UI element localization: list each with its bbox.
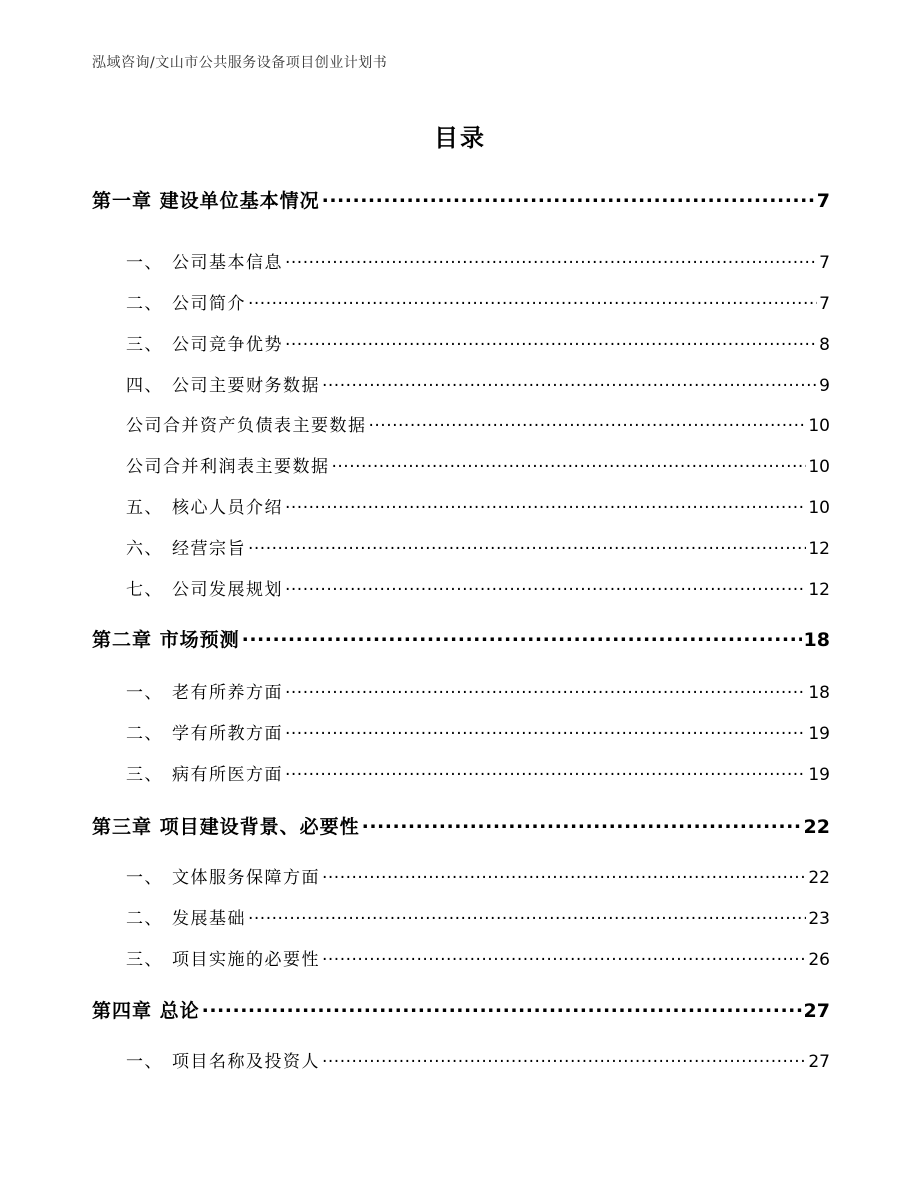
toc-page-number: 22: [808, 868, 830, 888]
toc-section-entry[interactable]: [126, 534, 830, 559]
toc-leader-dots: [248, 292, 817, 309]
toc-entry-label: [126, 678, 283, 703]
toc-page-number: 12: [808, 539, 830, 559]
toc-leader-dots: [242, 627, 802, 646]
toc-page-number: 22: [803, 816, 830, 838]
toc-entry-text: 经营宗旨: [172, 539, 246, 559]
toc-entry-text: 第四章 总论: [92, 1000, 200, 1022]
toc-leader-dots: [285, 251, 817, 268]
toc-page-number: 8: [819, 335, 830, 355]
toc-leader-dots: [322, 948, 806, 965]
toc-chapter-entry[interactable]: [92, 186, 830, 213]
toc-entry-label: [126, 371, 320, 396]
toc-page-number: 26: [808, 950, 830, 970]
toc-entry-text: 文体服务保障方面: [172, 868, 320, 888]
toc-leader-dots: [369, 414, 807, 431]
toc-entry-number: 七、: [126, 580, 163, 600]
toc-page-number: 19: [808, 724, 830, 744]
toc-chapter-entry[interactable]: [92, 996, 830, 1023]
toc-entry-number: 三、: [126, 950, 163, 970]
toc-entry-number: 四、: [126, 376, 163, 396]
toc-leader-dots: [332, 455, 807, 472]
toc-page-number: 7: [819, 253, 830, 273]
toc-entry-label: [126, 411, 367, 436]
toc-section-entry[interactable]: [126, 863, 830, 888]
toc-leader-dots: [322, 374, 817, 391]
toc-entry-label: [126, 719, 283, 744]
toc-section-entry[interactable]: [126, 575, 830, 600]
toc-entry-label: [126, 904, 246, 929]
toc-entry-label: [92, 812, 360, 839]
toc-page-number: 12: [808, 580, 830, 600]
toc-entry-text: 学有所教方面: [172, 724, 283, 744]
toc-entry-text: 公司合并资产负债表主要数据: [126, 416, 367, 436]
toc-entry-number: 二、: [126, 909, 163, 929]
toc-page-number: 19: [808, 765, 830, 785]
toc-page-number: 10: [808, 457, 830, 477]
toc-entry-number: 一、: [126, 253, 163, 273]
toc-page-number: 10: [808, 498, 830, 518]
toc-entry-text: 公司合并利润表主要数据: [126, 457, 330, 477]
toc-entry-label: [126, 289, 246, 314]
toc-section-entry[interactable]: [126, 330, 830, 355]
toc-leader-dots: [285, 763, 806, 780]
toc-entry-text: 病有所医方面: [172, 765, 283, 785]
toc-entry-text: 发展基础: [172, 909, 246, 929]
toc-leader-dots: [285, 681, 806, 698]
toc-page-number: 27: [808, 1052, 830, 1072]
toc-page-number: 7: [819, 294, 830, 314]
toc-entry-label: [92, 186, 320, 213]
toc-entry-label: [126, 1047, 320, 1072]
toc-section-entry[interactable]: [126, 760, 830, 785]
toc-entry-number: 五、: [126, 498, 163, 518]
toc-section-entry[interactable]: [126, 493, 830, 518]
toc-leader-dots: [202, 998, 802, 1017]
toc-entry-label: [126, 945, 320, 970]
toc-entry-number: 三、: [126, 765, 163, 785]
toc-entry-label: [126, 760, 283, 785]
toc-section-entry[interactable]: [126, 904, 830, 929]
toc-chapter-entry[interactable]: [92, 812, 830, 839]
toc-section-entry[interactable]: [126, 411, 830, 436]
toc-entry-number: 二、: [126, 294, 163, 314]
toc-leader-dots: [285, 333, 817, 350]
toc-section-entry[interactable]: [126, 678, 830, 703]
toc-section-entry[interactable]: [126, 248, 830, 273]
toc-leader-dots: [285, 578, 806, 595]
toc-section-entry[interactable]: [126, 1047, 830, 1072]
toc-entry-label: [126, 493, 283, 518]
toc-entry-label: [126, 534, 246, 559]
toc-entry-number: 一、: [126, 1052, 163, 1072]
toc-entry-text: 第一章 建设单位基本情况: [92, 190, 320, 212]
toc-section-entry[interactable]: [126, 371, 830, 396]
toc-chapter-entry[interactable]: [92, 625, 830, 652]
toc-page-number: 23: [808, 909, 830, 929]
toc-section-entry[interactable]: [126, 945, 830, 970]
toc-entry-label: [126, 330, 283, 355]
toc-entry-text: 项目实施的必要性: [172, 950, 320, 970]
toc-entry-text: 公司竞争优势: [172, 335, 283, 355]
toc-entry-text: 公司发展规划: [172, 580, 283, 600]
toc-entry-text: 公司简介: [172, 294, 246, 314]
toc-entry-number: 一、: [126, 683, 163, 703]
toc-entry-text: 公司基本信息: [172, 253, 283, 273]
toc-leader-dots: [322, 188, 815, 207]
toc-entry-text: 公司主要财务数据: [172, 376, 320, 396]
toc-entry-label: [126, 863, 320, 888]
toc-entry-label: [92, 625, 240, 652]
toc-entry-number: 三、: [126, 335, 163, 355]
toc-entry-number: 二、: [126, 724, 163, 744]
toc-entry-text: 第三章 项目建设背景、必要性: [92, 816, 360, 838]
toc-title: 目录: [434, 124, 486, 152]
toc-leader-dots: [285, 722, 806, 739]
toc-leader-dots: [322, 866, 806, 883]
toc-entry-label: [92, 996, 200, 1023]
toc-page-number: 9: [819, 376, 830, 396]
toc-entry-number: 六、: [126, 539, 163, 559]
toc-section-entry[interactable]: [126, 289, 830, 314]
toc-entry-label: [126, 575, 283, 600]
toc-leader-dots: [248, 907, 806, 924]
toc-leader-dots: [285, 496, 806, 513]
toc-page-number: 18: [803, 629, 830, 651]
toc-entry-label: [126, 248, 283, 273]
toc-leader-dots: [362, 814, 802, 833]
toc-page-number: 27: [803, 1000, 830, 1022]
toc-section-entry[interactable]: [126, 452, 830, 477]
toc-page-number: 7: [816, 190, 830, 212]
toc-entry-label: [126, 452, 330, 477]
toc-entry-text: 项目名称及投资人: [172, 1052, 320, 1072]
toc-entry-text: 第二章 市场预测: [92, 629, 240, 651]
toc-page-number: 18: [808, 683, 830, 703]
toc-entry-text: 老有所养方面: [172, 683, 283, 703]
toc-leader-dots: [248, 537, 806, 554]
toc-section-entry[interactable]: [126, 719, 830, 744]
page-header: 泓域咨询/文山市公共服务设备项目创业计划书: [92, 55, 388, 71]
toc-entry-text: 核心人员介绍: [172, 498, 283, 518]
toc-leader-dots: [322, 1050, 806, 1067]
toc-entry-number: 一、: [126, 868, 163, 888]
toc-page-number: 10: [808, 416, 830, 436]
